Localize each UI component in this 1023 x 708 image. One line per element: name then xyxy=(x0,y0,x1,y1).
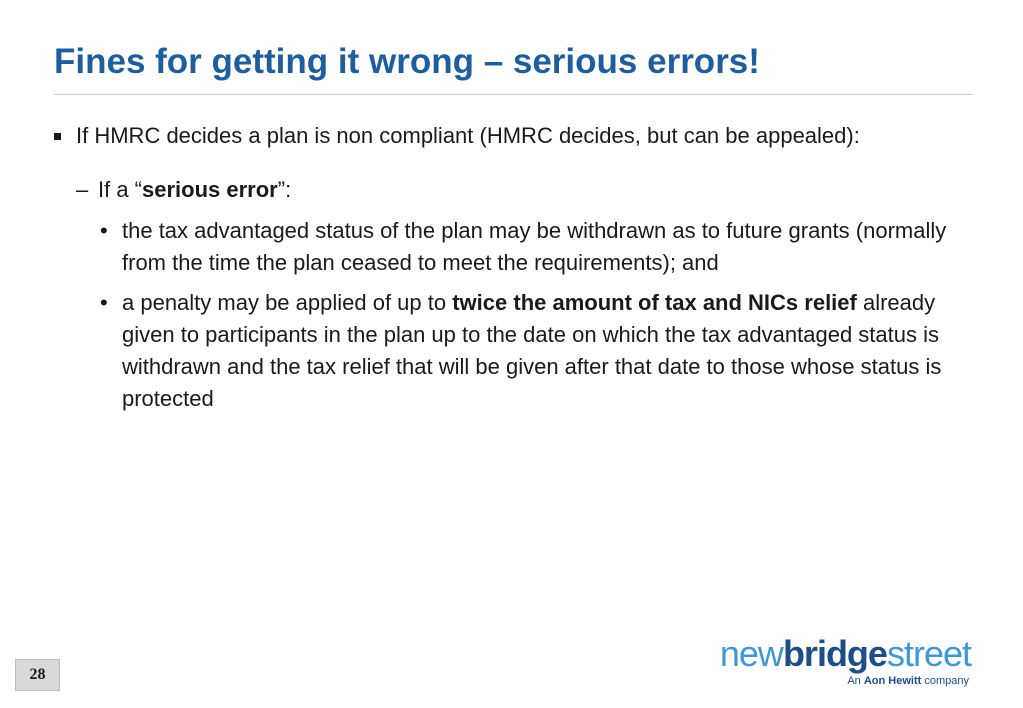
subpoint-item xyxy=(54,215,979,279)
subpoint-text-post: already given to participants in the plan up to the date on which the tax advantaged status is withdrawn and the tax relief that will be given after that date to those whose status is protected xyxy=(122,290,942,411)
company-logo xyxy=(699,634,979,690)
subpoint-text-bold: twice the amount of tax and NICs relief xyxy=(452,290,857,315)
sub-item-text-post: ”: xyxy=(277,177,292,202)
logo-wordmark xyxy=(720,634,971,674)
logo-part-new: new xyxy=(719,633,783,674)
logo-tagline-post: company xyxy=(921,675,969,687)
bullet-text: If HMRC decides a plan is non compliant (HMRC decides, but can be appealed): xyxy=(76,123,860,148)
square-bullet-icon xyxy=(54,133,61,140)
sub-item xyxy=(54,174,979,206)
logo-tagline-bold: Aon Hewitt xyxy=(863,675,922,687)
logo-part-street: street xyxy=(886,633,971,674)
slide-content xyxy=(54,120,979,415)
logo-part-bridge: bridge xyxy=(782,633,887,674)
logo-tagline-pre: An xyxy=(847,675,864,687)
dot-bullet: • xyxy=(100,218,108,243)
sub-item-text-bold: serious error xyxy=(142,177,278,202)
slide-title: Fines for getting it wrong – serious errors! xyxy=(54,42,760,81)
page-number: 28 xyxy=(15,659,60,691)
logo-tagline xyxy=(847,675,969,688)
sub-item-text-pre: If a “ xyxy=(98,177,143,202)
subpoint-text: the tax advantaged status of the plan may be withdrawn as to future grants (normally from the time the plan ceased to meet the requirements); and xyxy=(122,218,947,275)
dot-bullet: • xyxy=(100,290,108,315)
dash-bullet: – xyxy=(76,177,89,202)
bullet-item xyxy=(54,120,979,152)
subpoint-item xyxy=(54,287,979,415)
subpoint-text-pre: a penalty may be applied of up to xyxy=(122,290,453,315)
title-divider xyxy=(54,94,972,95)
